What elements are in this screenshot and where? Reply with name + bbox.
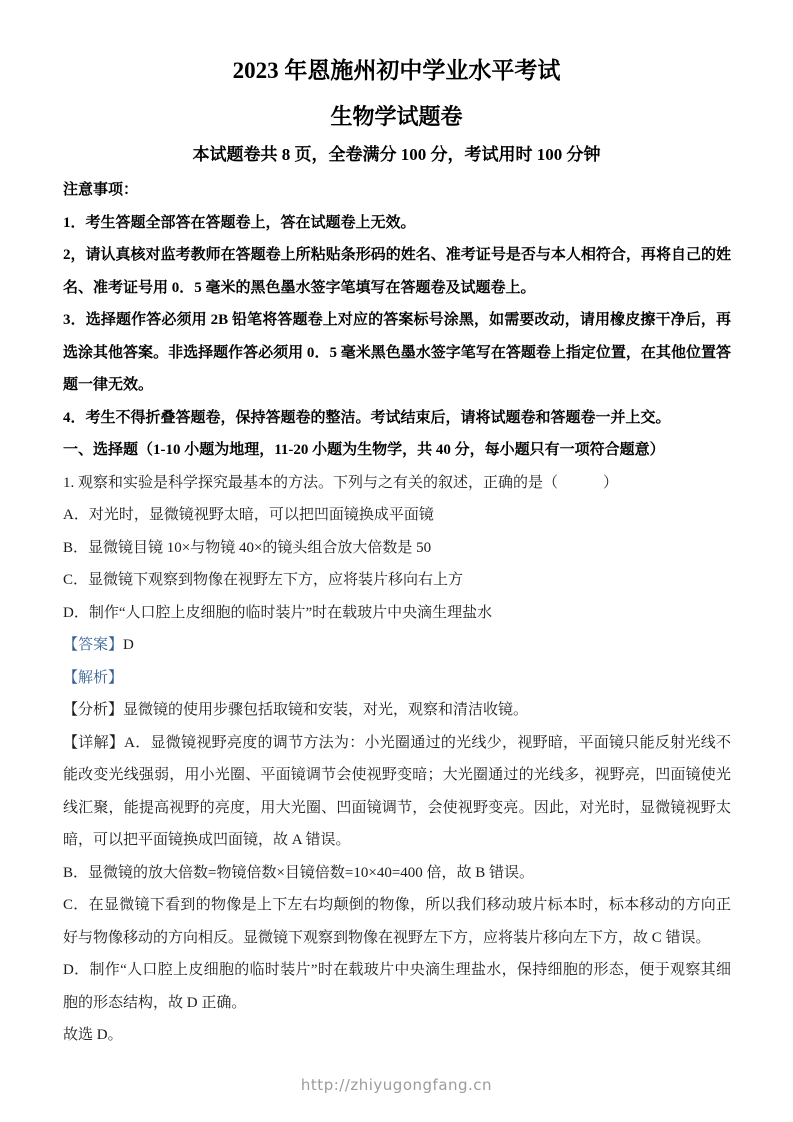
analysis-paragraph: 【分析】显微镜的使用步骤包括取镜和安装，对光，观察和清洁收镜。 (63, 702, 529, 718)
detail-paragraph-b: B．显微镜的放大倍数=物镜倍数×目镜倍数=10×40=400 倍，故 B 错误。 (63, 864, 535, 881)
document-header (0, 0, 793, 167)
answer-value: D (123, 637, 134, 653)
page-subtitle: 生物学试题卷 (330, 104, 463, 129)
section-heading: 一、选择题（1-10 小题为地理，11-20 小题为生物学，共 40 分，每小题只有一项符合题意） (63, 442, 665, 458)
option-a: A．对光时，显微镜视野太暗，可以把凹面镜换成平面镜 (63, 507, 434, 523)
note-item-1: 1．考生答题全部答在答题卷上，答在试题卷上无效。 (63, 214, 416, 231)
note-item-2: 2，请认真核对监考教师在答题卷上所粘贴条形码的姓名、准考证号是否与本人相符合，再将自己的姓名、准考证号用 0．5 毫米的黑色墨水签字笔填写在答题卷及试题卷上。 (63, 247, 731, 296)
exam-info-line: 本试题卷共 8 页，全卷满分 100 分，考试用时 100 分钟 (192, 145, 601, 164)
analysis-label: 【解析】 (63, 669, 124, 686)
option-c: C．显微镜下观察到物像在视野左下方，应将装片移向右上方 (63, 572, 464, 588)
page-title: 2023 年恩施州初中学业水平考试 (232, 58, 561, 83)
answer-line (63, 629, 731, 662)
footer-watermark-url: http://zhiyugongfang.cn (300, 1076, 493, 1094)
notes-heading: 注意事项： (63, 182, 139, 198)
option-b: B．显微镜目镜 10×与物镜 40×的镜头组合放大倍数是 50 (63, 539, 432, 556)
analysis-heading-line (63, 662, 731, 695)
note-item-4: 4．考生不得折叠答题卷，保持答题卷的整洁。考试结束后，请将试题卷和答题卷一并上交。 (63, 409, 671, 426)
note-item-3: 3．选择题作答必须用 2B 铅笔将答题卷上对应的答案标号涂黑，如需要改动，请用橡皮擦干净后，再选涂其他答案。非选择题作答必须用 0．5 毫米黑色墨水签字笔写在答题卷上指定位置，在其他位置答题一律无效。 (63, 312, 731, 393)
detail-paragraph-a: 【详解】A．显微镜视野亮度的调节方法为：小光圈通过的光线少，视野暗，平面镜只能反射光线不能改变光线强弱，用小光圈、平面镜调节会使视野变暗；大光圈通过的光线多，视野亮，凹面镜使光线汇聚，能提高视野的亮度，用大光圈、凹面镜调节，会使视野变亮。因此，对光时，显微镜视野太暗，可以把平面镜换成凹面镜，故 A 错误。 (63, 734, 731, 848)
question-stem: 1. 观察和实验是科学探究最基本的方法。下列与之有关的叙述，正确的是（ ） (63, 474, 619, 491)
detail-paragraph-d: D．制作“人口腔上皮细胞的临时装片”时在载玻片中央滴生理盐水，保持细胞的形态，便于观察其细胞的形态结构，故 D 正确。 (63, 962, 731, 1011)
conclusion-line: 故选 D。 (63, 1027, 123, 1043)
document-body (0, 167, 793, 1052)
option-d: D．制作“人口腔上皮细胞的临时装片”时在载玻片中央滴生理盐水 (63, 604, 493, 621)
detail-paragraph-c: C．在显微镜下看到的物像是上下左右均颠倒的物像，所以我们移动玻片标本时，标本移动的方向正好与物像移动的方向相反。显微镜下观察到物像在视野左下方，应将装片移向左下方，故 C 错误。 (63, 897, 731, 946)
answer-label: 【答案】 (63, 637, 124, 653)
